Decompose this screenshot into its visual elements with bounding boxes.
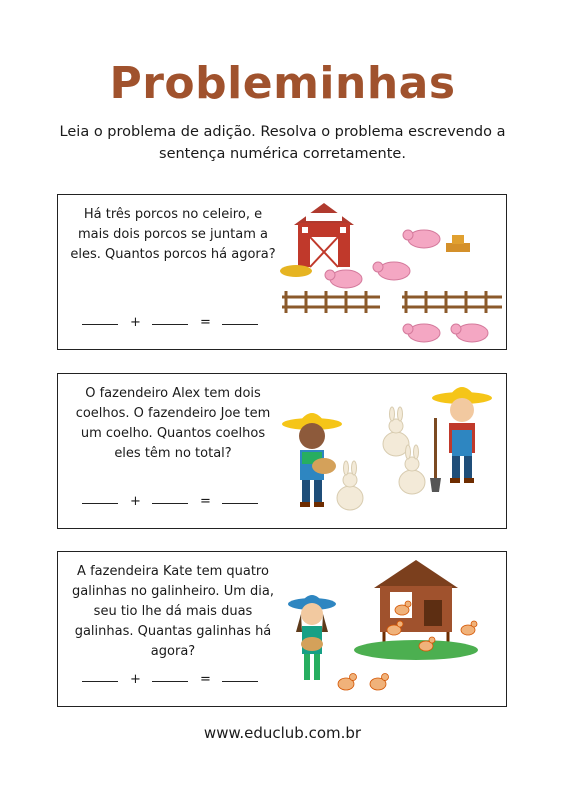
farmer-boy-icon [432, 387, 492, 483]
problem-card-chickens [57, 551, 507, 707]
plus-sign: + [130, 494, 141, 509]
answer-blank-3[interactable] [222, 681, 258, 682]
plus-sign: + [130, 315, 141, 330]
problem-text: O fazendeiro Alex tem dois coelhos. O fazendeiro Joe tem um coelho. Quantos coelhos eles têm no total? [75, 386, 271, 461]
pig-icon [451, 324, 488, 342]
answer-blank-1[interactable] [82, 681, 118, 682]
grass-icon [354, 640, 478, 660]
farmers-rabbits-illustration [276, 374, 506, 528]
problem-card-pigs [57, 194, 507, 350]
problem-text: Há três porcos no celeiro, e mais dois porcos se juntam a eles. Quantos porcos há agora? [70, 207, 276, 262]
plus-sign: + [130, 672, 141, 687]
chicken-coop-icon [374, 560, 458, 648]
footer-website: www.educlub.com.br [203, 724, 362, 742]
answer-blank-2[interactable] [152, 503, 188, 504]
farmer-girl-icon [288, 595, 336, 680]
shovel-icon [430, 418, 441, 492]
answer-blank-3[interactable] [222, 503, 258, 504]
hay-pile-icon [280, 265, 312, 277]
farm-pigs-illustration [276, 195, 506, 349]
pig-icon [403, 324, 440, 342]
equals-sign: = [200, 315, 211, 330]
rabbit-icon [383, 407, 409, 456]
chicken-icon [338, 674, 357, 691]
number-sentence [82, 672, 262, 688]
problem-text: A fazendeira Kate tem quatro galinhas no galinheiro. Um dia, seu tio lhe dá mais duas galinhas. Quantas galinhas há agora? [72, 564, 274, 659]
rabbit-icon [337, 461, 363, 510]
number-sentence [82, 315, 262, 331]
answer-blank-2[interactable] [152, 324, 188, 325]
answer-blank-1[interactable] [82, 503, 118, 504]
answer-blank-3[interactable] [222, 324, 258, 325]
chicken-icon [370, 674, 389, 691]
pig-icon [373, 262, 410, 280]
fence-icon [402, 291, 502, 313]
answer-blank-1[interactable] [82, 324, 118, 325]
pig-icon [403, 230, 440, 248]
chicken-icon [461, 621, 477, 635]
hay-bale-icon [446, 235, 470, 252]
problem-card-rabbits [57, 373, 507, 529]
pig-icon [325, 270, 362, 288]
number-sentence [82, 494, 262, 510]
answer-blank-2[interactable] [152, 681, 188, 682]
farmer-chickens-illustration [276, 552, 506, 706]
equals-sign: = [200, 672, 211, 687]
fence-icon [282, 291, 380, 313]
page-title: Probleminhas [109, 58, 456, 109]
farmer-boy-icon [282, 413, 342, 507]
barn-icon [294, 203, 354, 267]
instructions: Leia o problema de adição. Resolva o problema escrevendo a sentença numérica corretamente. [59, 124, 506, 162]
equals-sign: = [200, 494, 211, 509]
